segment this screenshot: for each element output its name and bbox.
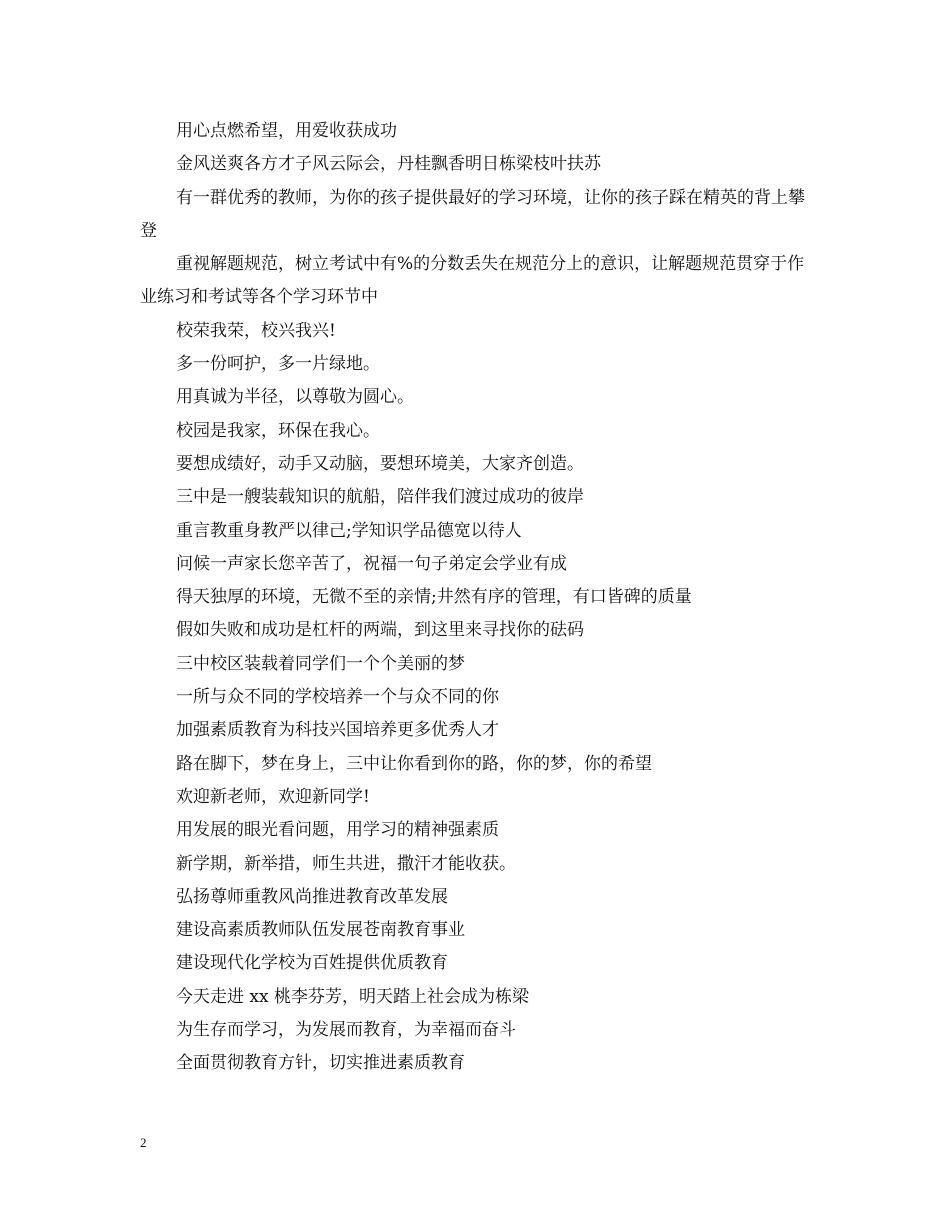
paragraph: 要想成绩好，动手又动脑，要想环境美，大家齐创造。: [176, 453, 584, 474]
paragraph: 问候一声家长您辛苦了，祝福一句子弟定会学业有成: [176, 553, 567, 574]
paragraph: 得天独厚的环境，无微不至的亲情;井然有序的管理，有口皆碑的质量: [176, 587, 692, 608]
paragraph: 一所与众不同的学校培养一个与众不同的你: [176, 687, 499, 708]
paragraph: 三中是一艘装载知识的航船，陪伴我们渡过成功的彼岸: [176, 487, 584, 508]
paragraph: 用心点燃希望，用爱收获成功: [176, 121, 397, 141]
paragraph: 为生存而学习，为发展而教育，为幸福而奋斗: [176, 1020, 516, 1041]
page-number: 2: [140, 1135, 147, 1150]
document-body: [140, 115, 820, 1081]
paragraph: 欢迎新老师，欢迎新同学!: [176, 786, 370, 807]
paragraph: 全面贯彻教育方针，切实推进素质教育: [176, 1053, 465, 1074]
paragraph: 校园是我家，环保在我心。: [176, 420, 380, 441]
paragraph: 用真诚为半径，以尊敬为圆心。: [176, 387, 414, 408]
paragraph: 建设现代化学校为百姓提供优质教育: [176, 953, 448, 974]
paragraph: 加强素质教育为科技兴国培养更多优秀人才: [176, 720, 499, 741]
paragraph: 新学期，新举措，师生共进，撒汗才能收获。: [176, 853, 516, 874]
paragraph: 重言教重身教严以律己;学知识学品德宽以待人: [176, 520, 522, 541]
paragraph: 金风送爽各方才子风云际会，丹桂飘香明日栋梁枝叶扶苏: [176, 154, 601, 175]
paragraph: 假如失败和成功是杠杆的两端，到这里来寻找你的砝码: [176, 620, 584, 641]
paragraph: 重视解题规范，树立考试中有%的分数丢失在规范分上的意识，让解题规范贯穿于作业练习和考试等各个学习环节中: [140, 254, 805, 308]
paragraph: 建设高素质教师队伍发展苍南教育事业: [176, 920, 465, 941]
paragraph: 校荣我荣，校兴我兴!: [176, 320, 336, 341]
paragraph: 今天走进 xx 桃李芬芳，明天踏上社会成为栋梁: [176, 986, 529, 1007]
paragraph: 用发展的眼光看问题，用学习的精神强素质: [176, 820, 499, 841]
paragraph: 路在脚下，梦在身上，三中让你看到你的路，你的梦，你的希望: [176, 753, 652, 774]
paragraph: 多一份呵护，多一片绿地。: [176, 354, 380, 375]
paragraph: 有一群优秀的教师，为你的孩子提供最好的学习环境，让你的孩子踩在精英的背上攀登: [140, 187, 805, 241]
paragraph: 弘扬尊师重教风尚推进教育改革发展: [176, 886, 448, 907]
paragraph: 三中校区装载着同学们一个个美丽的梦: [176, 653, 465, 674]
